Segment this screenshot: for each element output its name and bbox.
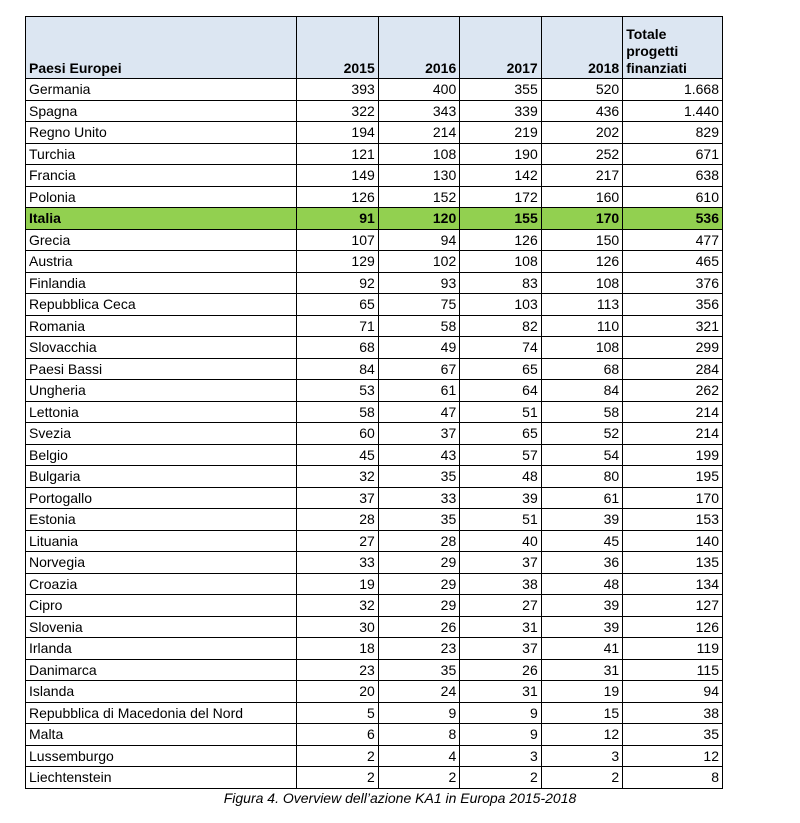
cell-v2017: 65 <box>460 358 541 380</box>
cell-v2017: 51 <box>460 509 541 531</box>
cell-country: Finlandia <box>26 272 297 294</box>
table-row <box>26 444 723 466</box>
cell-country: Bulgaria <box>26 466 297 488</box>
figure-caption: Figura 4. Overview dell’azione KA1 in Europa 2015-2018 <box>223 790 577 806</box>
cell-total: 38 <box>623 702 723 724</box>
cell-v2016: 93 <box>378 272 459 294</box>
table-row <box>26 595 723 617</box>
cell-v2018: 48 <box>541 573 622 595</box>
cell-v2016: 75 <box>378 294 459 316</box>
cell-v2016: 8 <box>378 724 459 746</box>
table-row <box>26 509 723 531</box>
ka1-table <box>25 16 723 789</box>
cell-v2018: 41 <box>541 638 622 660</box>
cell-v2016: 130 <box>378 165 459 187</box>
cell-v2016: 58 <box>378 315 459 337</box>
cell-country: Portogallo <box>26 487 297 509</box>
cell-v2018: 36 <box>541 552 622 574</box>
cell-v2017: 40 <box>460 530 541 552</box>
cell-v2018: 108 <box>541 272 622 294</box>
cell-country: Slovacchia <box>26 337 297 359</box>
cell-total: 262 <box>623 380 723 402</box>
cell-v2018: 31 <box>541 659 622 681</box>
cell-v2015: 84 <box>297 358 378 380</box>
cell-total: 829 <box>623 122 723 144</box>
cell-country: Grecia <box>26 229 297 251</box>
cell-v2015: 393 <box>297 79 378 101</box>
table-row <box>26 466 723 488</box>
cell-country: Lettonia <box>26 401 297 423</box>
cell-country: Malta <box>26 724 297 746</box>
table-row <box>26 358 723 380</box>
cell-v2016: 2 <box>378 767 459 789</box>
cell-country: Regno Unito <box>26 122 297 144</box>
cell-v2015: 129 <box>297 251 378 273</box>
cell-v2016: 67 <box>378 358 459 380</box>
cell-total: 321 <box>623 315 723 337</box>
table-row <box>26 294 723 316</box>
cell-country: Francia <box>26 165 297 187</box>
cell-total: 126 <box>623 616 723 638</box>
cell-v2016: 152 <box>378 186 459 208</box>
cell-v2017: 48 <box>460 466 541 488</box>
cell-v2015: 2 <box>297 767 378 789</box>
cell-v2016: 120 <box>378 208 459 230</box>
cell-country: Austria <box>26 251 297 273</box>
cell-v2015: 91 <box>297 208 378 230</box>
cell-total: 376 <box>623 272 723 294</box>
cell-v2018: 80 <box>541 466 622 488</box>
cell-v2018: 39 <box>541 595 622 617</box>
cell-v2015: 126 <box>297 186 378 208</box>
cell-v2018: 58 <box>541 401 622 423</box>
cell-v2016: 102 <box>378 251 459 273</box>
cell-v2016: 33 <box>378 487 459 509</box>
table-row-highlighted <box>26 208 723 230</box>
cell-v2016: 61 <box>378 380 459 402</box>
cell-total: 299 <box>623 337 723 359</box>
cell-total: 356 <box>623 294 723 316</box>
cell-total: 127 <box>623 595 723 617</box>
table-row <box>26 681 723 703</box>
cell-v2018: 170 <box>541 208 622 230</box>
cell-total: 610 <box>623 186 723 208</box>
cell-v2018: 108 <box>541 337 622 359</box>
cell-v2018: 2 <box>541 767 622 789</box>
table-row <box>26 530 723 552</box>
cell-total: 134 <box>623 573 723 595</box>
cell-country: Liechtenstein <box>26 767 297 789</box>
cell-country: Turchia <box>26 143 297 165</box>
cell-v2018: 15 <box>541 702 622 724</box>
cell-total: 115 <box>623 659 723 681</box>
cell-country: Lituania <box>26 530 297 552</box>
cell-v2016: 43 <box>378 444 459 466</box>
table-row <box>26 767 723 789</box>
cell-country: Polonia <box>26 186 297 208</box>
cell-country: Danimarca <box>26 659 297 681</box>
cell-v2017: 26 <box>460 659 541 681</box>
cell-v2016: 29 <box>378 552 459 574</box>
cell-v2018: 54 <box>541 444 622 466</box>
cell-v2018: 202 <box>541 122 622 144</box>
cell-v2017: 172 <box>460 186 541 208</box>
cell-v2018: 252 <box>541 143 622 165</box>
cell-total: 536 <box>623 208 723 230</box>
cell-v2016: 35 <box>378 509 459 531</box>
cell-country: Paesi Bassi <box>26 358 297 380</box>
cell-v2018: 84 <box>541 380 622 402</box>
cell-country: Ungheria <box>26 380 297 402</box>
table-row <box>26 79 723 101</box>
cell-total: 214 <box>623 401 723 423</box>
cell-v2015: 37 <box>297 487 378 509</box>
table-row <box>26 272 723 294</box>
cell-total: 12 <box>623 745 723 767</box>
cell-v2017: 74 <box>460 337 541 359</box>
header-total: Totale progetti finanziati <box>623 17 723 79</box>
table-container <box>25 16 725 789</box>
cell-v2016: 214 <box>378 122 459 144</box>
cell-v2016: 24 <box>378 681 459 703</box>
cell-v2018: 3 <box>541 745 622 767</box>
cell-v2016: 35 <box>378 659 459 681</box>
table-row <box>26 229 723 251</box>
cell-country: Repubblica Ceca <box>26 294 297 316</box>
cell-v2016: 37 <box>378 423 459 445</box>
cell-v2017: 82 <box>460 315 541 337</box>
cell-country: Croazia <box>26 573 297 595</box>
cell-country: Cipro <box>26 595 297 617</box>
cell-v2017: 51 <box>460 401 541 423</box>
cell-v2018: 110 <box>541 315 622 337</box>
table-row <box>26 143 723 165</box>
cell-v2015: 68 <box>297 337 378 359</box>
cell-country: Belgio <box>26 444 297 466</box>
cell-v2015: 322 <box>297 100 378 122</box>
cell-v2017: 83 <box>460 272 541 294</box>
cell-total: 119 <box>623 638 723 660</box>
cell-v2016: 400 <box>378 79 459 101</box>
cell-v2015: 92 <box>297 272 378 294</box>
cell-country: Islanda <box>26 681 297 703</box>
cell-total: 214 <box>623 423 723 445</box>
cell-v2016: 23 <box>378 638 459 660</box>
cell-country: Italia <box>26 208 297 230</box>
cell-total: 671 <box>623 143 723 165</box>
cell-v2017: 155 <box>460 208 541 230</box>
cell-country: Romania <box>26 315 297 337</box>
cell-v2015: 33 <box>297 552 378 574</box>
table-row <box>26 122 723 144</box>
cell-v2015: 23 <box>297 659 378 681</box>
cell-total: 94 <box>623 681 723 703</box>
cell-country: Irlanda <box>26 638 297 660</box>
cell-v2017: 103 <box>460 294 541 316</box>
cell-v2017: 27 <box>460 595 541 617</box>
cell-v2015: 2 <box>297 745 378 767</box>
cell-country: Germania <box>26 79 297 101</box>
header-2015: 2015 <box>297 17 378 79</box>
cell-v2017: 65 <box>460 423 541 445</box>
cell-v2018: 68 <box>541 358 622 380</box>
cell-v2017: 31 <box>460 681 541 703</box>
cell-total: 140 <box>623 530 723 552</box>
cell-v2018: 39 <box>541 509 622 531</box>
cell-v2017: 39 <box>460 487 541 509</box>
table-row <box>26 724 723 746</box>
cell-v2016: 49 <box>378 337 459 359</box>
table-row <box>26 251 723 273</box>
header-2016: 2016 <box>378 17 459 79</box>
header-row <box>26 17 723 79</box>
cell-total: 199 <box>623 444 723 466</box>
cell-v2015: 32 <box>297 466 378 488</box>
cell-v2017: 219 <box>460 122 541 144</box>
cell-v2017: 57 <box>460 444 541 466</box>
cell-total: 170 <box>623 487 723 509</box>
cell-total: 477 <box>623 229 723 251</box>
cell-country: Repubblica di Macedonia del Nord <box>26 702 297 724</box>
cell-v2018: 113 <box>541 294 622 316</box>
cell-v2018: 61 <box>541 487 622 509</box>
cell-v2015: 30 <box>297 616 378 638</box>
cell-v2018: 45 <box>541 530 622 552</box>
cell-v2017: 142 <box>460 165 541 187</box>
cell-v2016: 4 <box>378 745 459 767</box>
cell-v2015: 32 <box>297 595 378 617</box>
cell-country: Estonia <box>26 509 297 531</box>
header-country: Paesi Europei <box>26 17 297 79</box>
table-row <box>26 573 723 595</box>
cell-v2017: 9 <box>460 724 541 746</box>
table-row <box>26 552 723 574</box>
cell-v2016: 343 <box>378 100 459 122</box>
cell-v2017: 38 <box>460 573 541 595</box>
table-row <box>26 659 723 681</box>
table-row <box>26 638 723 660</box>
cell-total: 1.668 <box>623 79 723 101</box>
cell-v2015: 194 <box>297 122 378 144</box>
cell-country: Svezia <box>26 423 297 445</box>
cell-total: 8 <box>623 767 723 789</box>
table-row <box>26 616 723 638</box>
cell-total: 638 <box>623 165 723 187</box>
header-2018: 2018 <box>541 17 622 79</box>
cell-v2015: 58 <box>297 401 378 423</box>
cell-v2016: 28 <box>378 530 459 552</box>
cell-v2017: 37 <box>460 552 541 574</box>
cell-country: Norvegia <box>26 552 297 574</box>
table-row <box>26 745 723 767</box>
cell-v2017: 2 <box>460 767 541 789</box>
cell-v2018: 126 <box>541 251 622 273</box>
cell-v2015: 107 <box>297 229 378 251</box>
cell-v2017: 37 <box>460 638 541 660</box>
cell-v2015: 60 <box>297 423 378 445</box>
cell-country: Spagna <box>26 100 297 122</box>
cell-v2015: 20 <box>297 681 378 703</box>
cell-v2016: 29 <box>378 573 459 595</box>
cell-v2018: 150 <box>541 229 622 251</box>
cell-total: 195 <box>623 466 723 488</box>
cell-v2016: 94 <box>378 229 459 251</box>
cell-v2017: 108 <box>460 251 541 273</box>
cell-v2015: 149 <box>297 165 378 187</box>
cell-total: 35 <box>623 724 723 746</box>
cell-v2015: 5 <box>297 702 378 724</box>
cell-v2015: 121 <box>297 143 378 165</box>
cell-total: 153 <box>623 509 723 531</box>
cell-v2017: 190 <box>460 143 541 165</box>
table-row <box>26 186 723 208</box>
cell-total: 135 <box>623 552 723 574</box>
cell-v2018: 520 <box>541 79 622 101</box>
cell-v2018: 436 <box>541 100 622 122</box>
cell-country: Slovenia <box>26 616 297 638</box>
cell-v2016: 26 <box>378 616 459 638</box>
table-row <box>26 487 723 509</box>
cell-v2016: 108 <box>378 143 459 165</box>
header-2017: 2017 <box>460 17 541 79</box>
cell-v2016: 47 <box>378 401 459 423</box>
cell-v2015: 45 <box>297 444 378 466</box>
cell-v2015: 71 <box>297 315 378 337</box>
cell-v2015: 6 <box>297 724 378 746</box>
cell-v2018: 19 <box>541 681 622 703</box>
cell-v2016: 29 <box>378 595 459 617</box>
cell-v2015: 18 <box>297 638 378 660</box>
cell-v2017: 64 <box>460 380 541 402</box>
cell-v2017: 339 <box>460 100 541 122</box>
cell-v2018: 39 <box>541 616 622 638</box>
table-header <box>26 17 723 79</box>
table-row <box>26 100 723 122</box>
cell-v2018: 217 <box>541 165 622 187</box>
cell-v2018: 160 <box>541 186 622 208</box>
cell-v2017: 9 <box>460 702 541 724</box>
table-row <box>26 315 723 337</box>
cell-v2016: 9 <box>378 702 459 724</box>
table-row <box>26 337 723 359</box>
cell-total: 284 <box>623 358 723 380</box>
table-row <box>26 423 723 445</box>
cell-v2016: 35 <box>378 466 459 488</box>
table-row <box>26 165 723 187</box>
cell-v2017: 355 <box>460 79 541 101</box>
table-row <box>26 702 723 724</box>
cell-v2017: 3 <box>460 745 541 767</box>
cell-v2015: 19 <box>297 573 378 595</box>
cell-v2015: 27 <box>297 530 378 552</box>
table-row <box>26 380 723 402</box>
cell-v2017: 126 <box>460 229 541 251</box>
cell-total: 465 <box>623 251 723 273</box>
cell-country: Lussemburgo <box>26 745 297 767</box>
table-body <box>26 79 723 789</box>
cell-total: 1.440 <box>623 100 723 122</box>
table-row <box>26 401 723 423</box>
cell-v2017: 31 <box>460 616 541 638</box>
cell-v2018: 12 <box>541 724 622 746</box>
cell-v2018: 52 <box>541 423 622 445</box>
cell-v2015: 53 <box>297 380 378 402</box>
cell-v2015: 65 <box>297 294 378 316</box>
cell-v2015: 28 <box>297 509 378 531</box>
